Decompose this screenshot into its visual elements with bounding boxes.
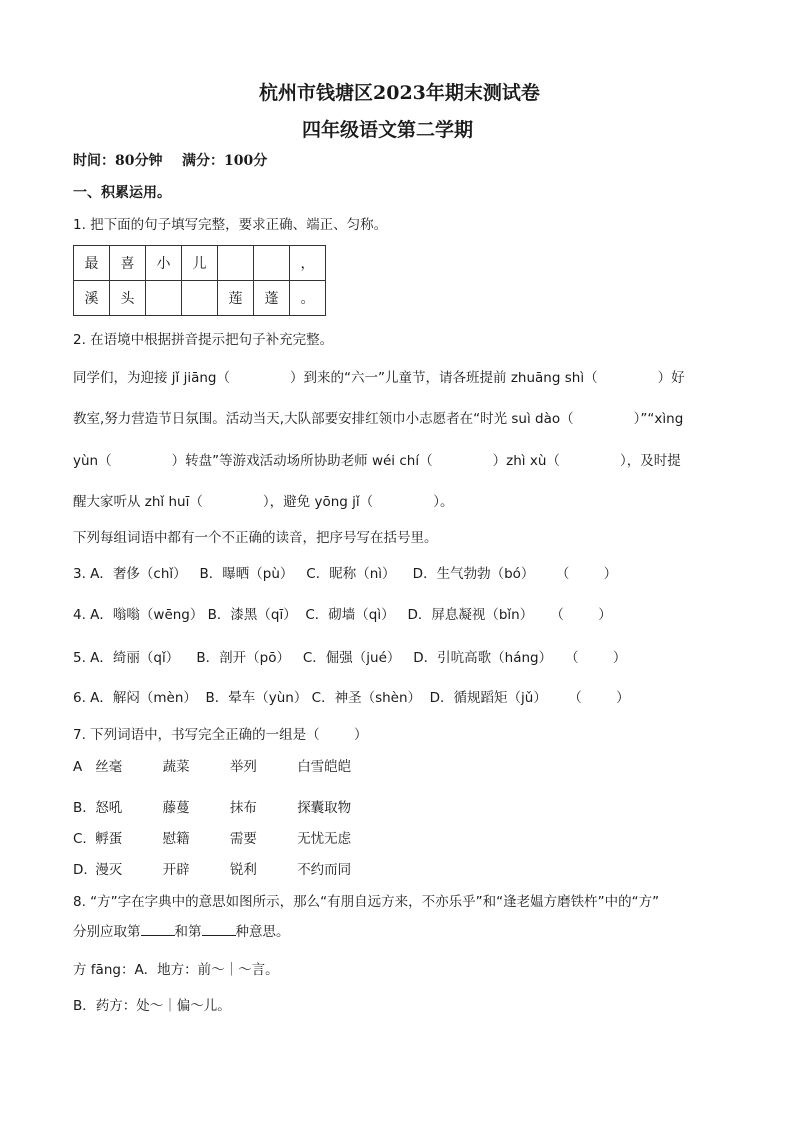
option-word: 蔬菜 [162,759,190,775]
question-8-text: 和第 [174,924,202,940]
option-word: 怒吼 [95,800,123,816]
option-word: 孵蛋 [95,831,123,847]
grid-cell-blank[interactable] [254,246,290,281]
option-word: 举列 [229,759,257,775]
grid-cell: 。 [290,281,326,316]
option-word: 藤蔓 [162,800,190,816]
question-2-paragraph-line: 同学们，为迎接 jǐ jiāng（ ）到来的“六一”儿童节，请各班提前 zhuāng shì（ ）好 [73,370,685,386]
grid-cell: 小 [146,246,182,281]
grid-cell: 最 [74,246,110,281]
question-8-text: 种意思。 [235,924,290,940]
grid-cell: 喜 [110,246,146,281]
option-c[interactable] [73,827,351,847]
grid-cell: 头 [110,281,146,316]
question-5: 5. A．绮丽（qǐ） B．剖开（pō） C．倔强（jué） D．引吭高歌（háng） （ ） [73,650,627,666]
option-word: 丝毫 [95,759,123,775]
exam-subtitle: 四年级语文第二学期 [302,119,474,141]
grid-row [74,281,326,316]
option-word: 开辟 [162,862,190,878]
option-a[interactable] [73,755,351,775]
answer-blank[interactable] [141,921,175,936]
exam-meta: 时间：80分钟 满分：100分 [73,153,268,169]
question-8-fill-line [73,920,290,940]
question-2-paragraph-line: 醒大家听从 zhǐ huī（ ），避免 yōng jǐ（ ）。 [73,494,454,510]
option-word: 白雪皑皑 [297,759,352,775]
instruction-text: 下列每组词语中都有一个不正确的读音，把序号写在括号里。 [73,530,438,546]
copy-grid [73,245,326,316]
option-word: 需要 [229,831,257,847]
question-4: 4. A．嗡嗡（wēng） B．漆黑（qī） C．砌墙（qì） D．屏息凝视（bǐn） （ ） [73,607,612,623]
option-d[interactable] [73,858,351,878]
grid-cell: 莲 [218,281,254,316]
question-7: 7. 下列词语中，书写完全正确的一组是（ ） [73,727,368,743]
dictionary-entry: B．药方：处～｜偏～儿。 [73,998,231,1014]
option-word: 不约而同 [297,862,352,878]
question-3: 3. A．奢侈（chǐ） B．曝晒（pù） C．昵称（nì） D．生气勃勃（bó） （ ） [73,566,618,582]
option-word: 无忧无虑 [297,831,352,847]
option-word: 探囊取物 [297,800,352,816]
option-label: A [73,759,83,775]
section-heading: 一、积累运用。 [73,185,171,201]
question-2-paragraph-line: yùn（ ）转盘”等游戏活动场所协助老师 wéi chí（ ）zhì xù（ ），及时提 [73,453,681,469]
option-b[interactable] [73,796,351,816]
exam-title: 杭州市钱塘区2023年期末测试卷 [259,82,540,104]
grid-cell: 蓬 [254,281,290,316]
grid-row [74,246,326,281]
question-6: 6. A．解闷（mèn） B．晕车（yùn） C．神圣（shèn） D．循规蹈矩（jǔ） （ ） [73,690,630,706]
grid-cell: ， [290,246,326,281]
option-label: C. [73,831,87,847]
question-2-paragraph-line: 教室,努力营造节日氛围。活动当天,大队部要安排红领巾小志愿者在“时光 suì dào（ ）”“xìng [73,411,684,427]
question-8-text: 分别应取第 [73,924,141,940]
answer-blank[interactable] [202,921,236,936]
option-label: D. [73,862,88,878]
question-1: 1. 把下面的句子填写完整，要求正确、端正、匀称。 [73,217,388,233]
question-8: 8. “方”字在字典中的意思如图所示，那么“有朋自远方来，不亦乐乎”和“逢老媪方磨铁杵”中的“方” [73,894,660,910]
question-2: 2. 在语境中根据拼音提示把句子补充完整。 [73,332,334,348]
option-label: B. [73,800,87,816]
option-word: 慰籍 [162,831,190,847]
grid-cell: 儿 [182,246,218,281]
grid-cell: 溪 [74,281,110,316]
option-word: 抹布 [229,800,257,816]
option-word: 漫灭 [95,862,123,878]
grid-cell-blank[interactable] [146,281,182,316]
grid-cell-blank[interactable] [182,281,218,316]
grid-cell-blank[interactable] [218,246,254,281]
dictionary-entry: 方 fāng：A．地方：前～｜～言。 [73,962,279,978]
option-word: 锐利 [229,862,257,878]
